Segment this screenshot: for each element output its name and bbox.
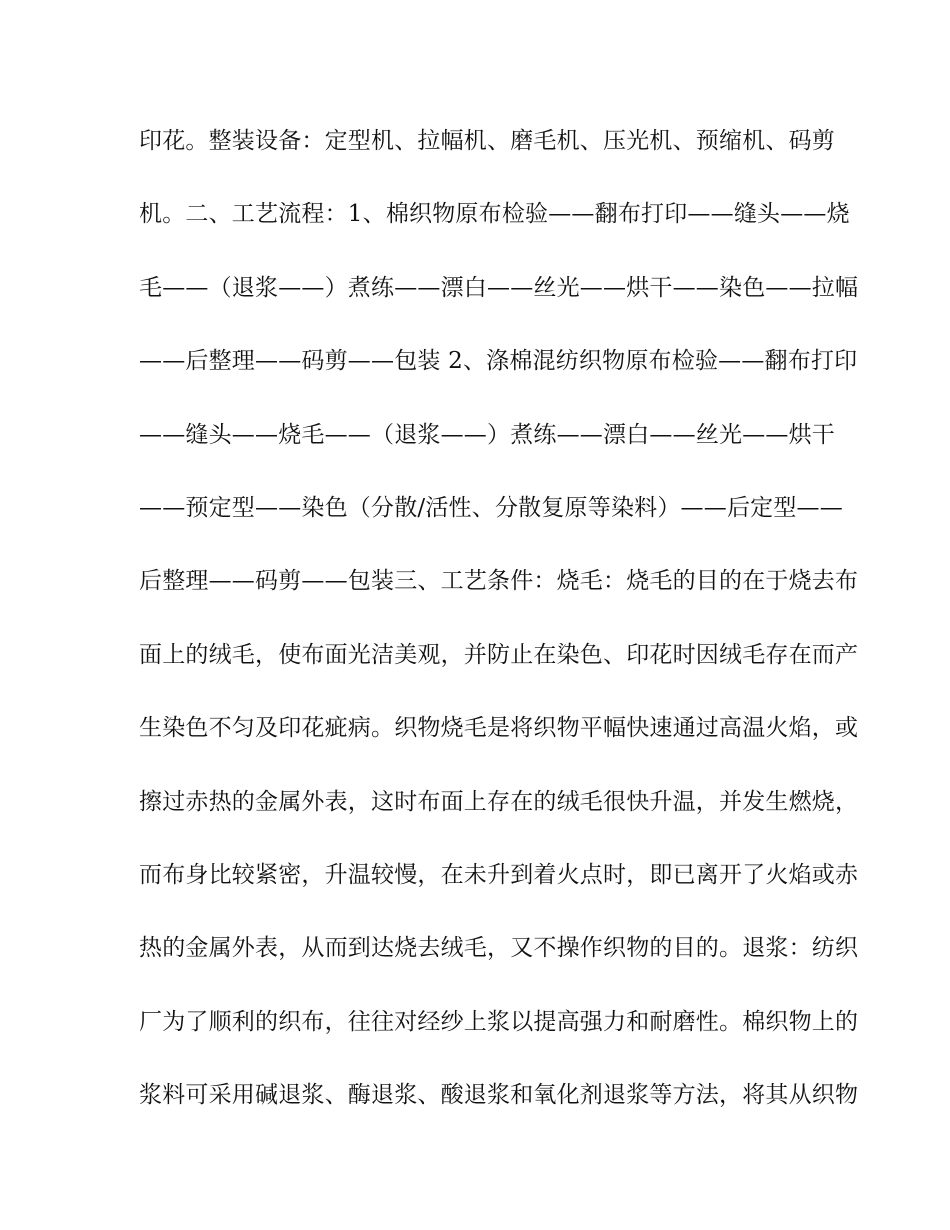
- text-line: 厂为了顺利的织布，往往对经纱上浆以提高强力和耐磨性。棉织物上的: [139, 1008, 859, 1035]
- text-line: 毛——（退浆——）煮练——漂白——丝光——烘干——染色——拉幅: [139, 274, 859, 301]
- text-line: 面上的绒毛，使布面光洁美观，并防止在染色、印花时因绒毛存在而产: [139, 641, 859, 668]
- text-line: ——预定型——染色（分散/活性、分散复原等染料）——后定型——: [139, 494, 843, 521]
- text-line: 擦过赤热的金属外表，这时布面上存在的绒毛很快升温，并发生燃烧，: [139, 788, 859, 815]
- text-line: 而布身比较紧密，升温较慢，在未升到着火点时，即已离开了火焰或赤: [139, 861, 859, 888]
- text-line: 浆料可采用碱退浆、酶退浆、酸退浆和氧化剂退浆等方法，将其从织物: [139, 1082, 859, 1109]
- text-line: 生染色不匀及印花疵病。织物烧毛是将织物平幅快速通过高温火焰，或: [139, 715, 859, 742]
- body-text: [139, 118, 859, 1145]
- text-line: 后整理——码剪——包装三、工艺条件：烧毛：烧毛的目的在于烧去布: [139, 568, 859, 595]
- text-line: ——后整理——码剪——包装 2、涤棉混纺织物原布检验——翻布打印: [139, 348, 858, 375]
- text-line: 机。二、工艺流程：1、棉织物原布检验——翻布打印——缝头——烧: [139, 201, 850, 228]
- text-line: 印花。整装设备：定型机、拉幅机、磨毛机、压光机、预缩机、码剪: [139, 128, 835, 154]
- text-line: 热的金属外表，从而到达烧去绒毛，又不操作织物的目的。退浆：纺织: [139, 935, 859, 962]
- text-line: ——缝头——烧毛——（退浆——）煮练——漂白——丝光——烘干: [139, 421, 835, 448]
